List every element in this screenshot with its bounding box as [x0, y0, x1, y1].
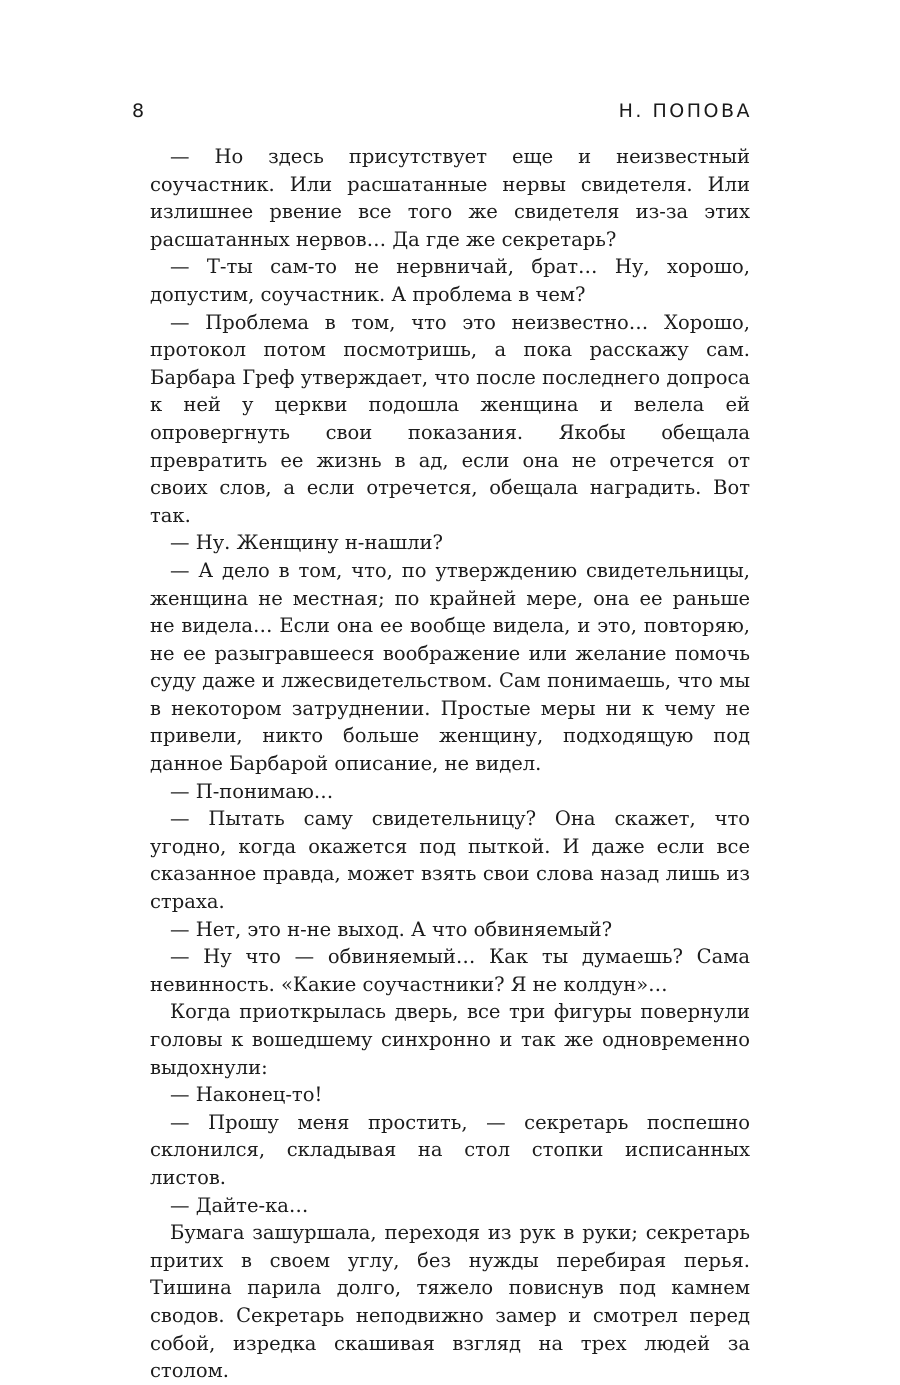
paragraph: — Дайте-ка…: [170, 1193, 309, 1217]
paragraph: Когда приоткрылась дверь, все три фигуры повернули головы к вошедшему синхронно и так же одновременно выдохнули:: [150, 1000, 750, 1079]
paragraph: — Но здесь присутствует еще и неизвестный соучастник. Или расшатанные нервы свидетеля. Или излишнее рвение все того же свидетеля из-за этих расшатанных нервов… Да где же секретарь?: [150, 145, 750, 251]
paragraph: — А дело в том, что, по утверждению свидетельницы, женщина не местная; по крайней мере, она ее раньше не видела… Если она ее вообще видела, и это, повторяю, не ее разыгравшееся воображение или желание помочь суду даже и лжесвидетельством. Сам понимаешь, что мы в некотором затруднении. Простые меры ни к чему не привели, никто больше женщину, подходящую под данное Барбарой описание, не видел.: [150, 558, 750, 776]
running-head-author: Н. ПОПОВА: [618, 100, 752, 122]
paragraph: — Ну что — обвиняемый… Как ты думаешь? Сама невинность. «Какие соучастники? Я не колдун»…: [150, 945, 750, 996]
paragraph: — Проблема в том, что это неизвестно… Хорошо, протокол потом посмотришь, а пока расскажу сам. Барбара Греф утверждает, что после последнего допроса к ней у церкви подошла женщина и велела ей опровергнуть свои показания. Якобы обещала превратить ее жизнь в ад, если она не отречется от своих слов, а если отречется, обещала наградить. Вот так.: [150, 310, 750, 527]
paragraph: — П-понимаю…: [170, 779, 334, 803]
page-number: 8: [132, 100, 146, 122]
page-header: [128, 98, 752, 132]
paragraph: — Пытать саму свидетельницу? Она скажет, что угодно, когда окажется под пыткой. И даже если все сказанное правда, может взять свои слова назад лишь из страха.: [150, 807, 750, 914]
paragraph: — Т-ты сам-то не нервничай, брат… Ну, хорошо, допустим, соучастник. А проблема в чем?: [150, 255, 750, 306]
paragraph: — Прошу меня простить, — секретарь поспешно склонился, складывая на стол стопки исписанных листов.: [150, 1110, 750, 1189]
paragraph: — Ну. Женщину н-нашли?: [170, 531, 443, 555]
body-text: [150, 143, 750, 1385]
paragraph: — Наконец-то!: [170, 1083, 323, 1107]
paragraph: — Нет, это н-не выход. А что обвиняемый?: [170, 917, 613, 941]
paragraph: Бумага зашуршала, переходя из рук в руки; секретарь притих в своем углу, без нужды перебирая перья. Тишина парила долго, тяжело повиснув под камнем сводов. Секретарь неподвижно замер и смотрел перед собой, изредка скашивая взгляд на трех людей за столом.: [150, 1221, 750, 1383]
